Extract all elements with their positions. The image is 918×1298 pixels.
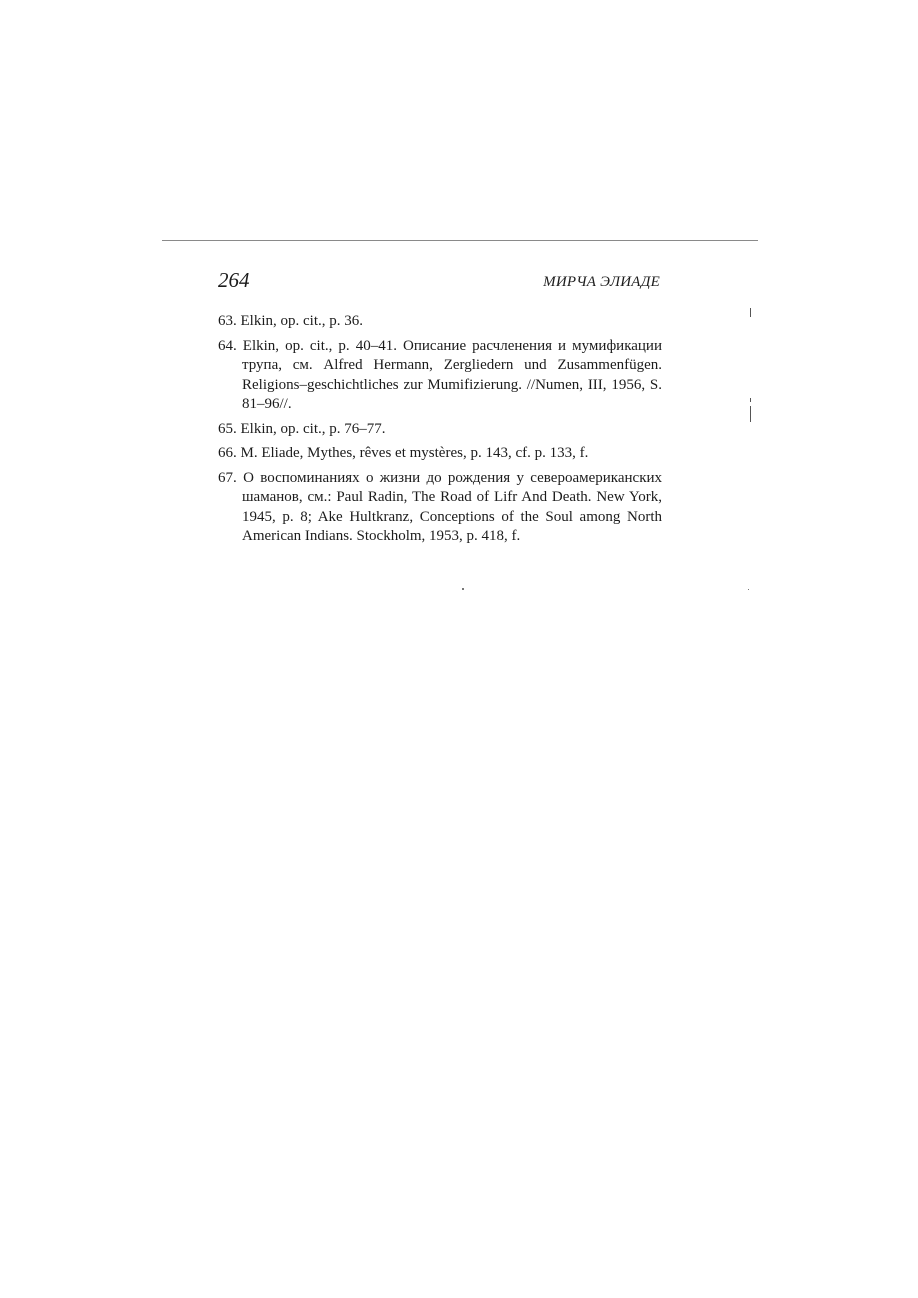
endnote-text: M. Eliade, Mythes, rêves et mystères, p. 143, cf. p. 133, f.: [240, 445, 589, 461]
margin-mark: [750, 308, 751, 317]
endnote-number: 67.: [218, 469, 237, 486]
endnote-64: [218, 337, 662, 415]
endnote-66: [218, 444, 662, 464]
endnote-text: Elkin, op. cit., p. 40–41. Описание расчленения и мумификации трупа, см. Alfred Hermann, Zergliedern und Zusammenfügen. Religions–geschichtliches zur Mumifizierung. //Numen, III, 1956, S. 81–96//.: [242, 337, 662, 412]
top-rule: [162, 240, 758, 241]
endnote-text: Elkin, op. cit., p. 76–77.: [240, 420, 386, 437]
endnotes-list: [218, 312, 662, 552]
scan-speck: [748, 589, 749, 590]
page-number: 264: [218, 268, 250, 292]
running-head: МИРЧА ЭЛИАДЕ: [543, 274, 660, 290]
endnote-number: 65.: [218, 420, 237, 437]
margin-mark: [750, 398, 751, 402]
endnote-text: О воспоминаниях о жизни до рождения у североамериканских шаманов, см.: Paul Radin, The Road of Lifr And Death. New York, 1945, p. 8; Ake Hultkranz, Conceptions of the Soul among North American Indians. Stockholm, 1953, p. 418, f.: [242, 469, 663, 544]
endnote-number: 63.: [218, 313, 237, 329]
endnote-63: [218, 312, 662, 332]
endnote-text: Elkin, op. cit., p. 36.: [240, 313, 363, 329]
margin-mark: [750, 406, 751, 422]
endnote-65: [218, 420, 662, 440]
page-header: [218, 266, 660, 294]
endnote-number: 66.: [218, 445, 237, 461]
scan-speck: [462, 588, 464, 590]
endnote-number: 64.: [218, 337, 237, 354]
endnote-67: [218, 469, 662, 547]
